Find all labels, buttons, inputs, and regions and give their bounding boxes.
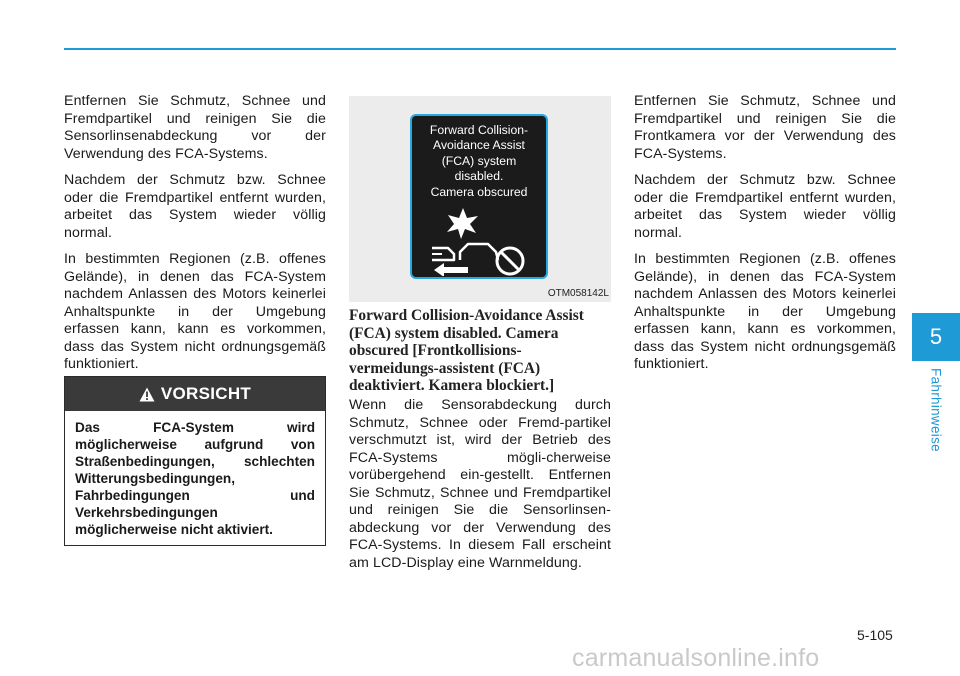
top-rule xyxy=(64,48,896,50)
body-paragraph: In bestimmten Regionen (z.B. offenes Gelände), in denen das FCA-System nachdem Anlassen des Motors keinerlei Anhaltspunkte in der Umgebung erfassen kann, kann es vorkommen, dass das System nicht ordnungsgemäß funktioniert. xyxy=(634,251,896,372)
figure-fca-display xyxy=(349,96,611,302)
chapter-tab: 5 xyxy=(912,313,960,361)
page-number: 5-105 xyxy=(857,627,893,643)
figure-code: OTM058142L xyxy=(547,288,609,299)
fca-disabled-icon xyxy=(412,204,546,276)
display-message: Forward Collision- Avoidance Assist (FCA) system disabled. Camera obscured xyxy=(429,123,529,199)
right-column xyxy=(634,93,896,383)
body-paragraph: Nachdem der Schmutz bzw. Schnee oder die Fremdpartikel entfernt wurden, arbeitet das System wieder völlig normal. xyxy=(64,172,326,241)
figure-caption: Forward Collision-Avoidance Assist (FCA) system disabled. Camera obscured [Frontkollisions-vermeidungs-assistent (FCA) deaktiviert. Kamera blockiert.] xyxy=(349,307,584,394)
body-paragraph: Entfernen Sie Schmutz, Schnee und Fremdpartikel und reinigen Sie die Sensorlinsenabdeckung vor der Verwendung des FCA-Systems. xyxy=(64,93,326,162)
body-paragraph: In bestimmten Regionen (z.B. offenes Gelände), in denen das FCA-System nachdem Anlassen des Motors keinerlei Anhaltspunkte in der Umgebung erfassen kann, kann es vorkommen, dass das System nicht ordnungsgemäß funktioniert. xyxy=(64,251,326,372)
caution-box xyxy=(64,376,326,546)
caution-text: Das FCA-System wird möglicherweise aufgrund von Straßenbedingungen, schlechten Witterungsbedingungen, Fahrbedingungen und Verkehrsbedingungen möglicherweise nicht aktiviert. xyxy=(75,420,315,537)
warning-triangle-icon xyxy=(139,387,155,402)
body-paragraph: Wenn die Sensorabdeckung durch Schmutz, Schnee oder Fremd-partikel verschmutzt ist, wird der Betrieb des FCA-Systems mögli-cherweise vorübergehend ein-gestellt. Entfernen Sie Schmutz, Schnee und Fremdpartikel und reinigen Sie die Sensorlinsen-abdeckung vor der Verwendung des FCA-Systems. In diesem Fall erscheint am LCD-Display eine Warnmeldung. xyxy=(349,397,611,571)
caution-header xyxy=(65,377,325,411)
cluster-display xyxy=(410,114,548,279)
chapter-label: Fahrhinweise xyxy=(928,368,944,452)
left-column xyxy=(64,93,326,383)
middle-column xyxy=(349,397,611,581)
caution-title: VORSICHT xyxy=(160,384,252,403)
body-paragraph: Nachdem der Schmutz bzw. Schnee oder die Fremdpartikel entfernt wurden, arbeitet das System wieder völlig normal. xyxy=(634,172,896,241)
watermark: carmanualsonline.info xyxy=(572,644,820,672)
body-paragraph: Entfernen Sie Schmutz, Schnee und Fremdpartikel und reinigen Sie die Frontkamera vor der Verwendung des FCA-Systems. xyxy=(634,93,896,162)
